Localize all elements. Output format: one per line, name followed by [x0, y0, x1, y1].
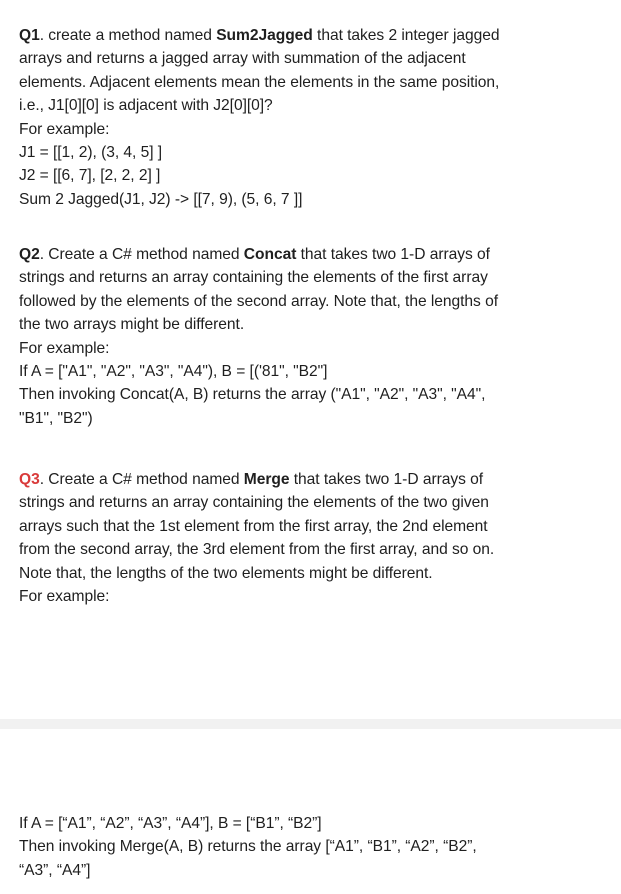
question-1-method-name: Sum2Jagged	[216, 27, 313, 44]
question-2-line: the two arrays might be different.	[19, 316, 245, 334]
question-3-after-method: that takes two 1-D arrays of	[289, 471, 484, 488]
question-3-intro: . Create a C# method named	[39, 471, 244, 488]
question-1-example-j2: J2 = [[6, 7], [2, 2, 2] ]	[19, 167, 161, 185]
question-2-example-result: Then invoking Concat(A, B) returns the array ("A1", "A2", "A3", "A4",	[19, 386, 486, 404]
question-2-intro: . Create a C# method named	[39, 246, 244, 263]
question-2-line: strings and returns an array containing the elements of the first array	[19, 269, 488, 287]
question-3-example-inputs: If A = [“A1”, “A2”, “A3”, “A4”], B = [“B1”, “B2”]	[19, 815, 322, 832]
question-1	[19, 24, 614, 211]
question-2-example-result-cont: "B1", "B2")	[19, 409, 93, 427]
question-2-example-inputs: If A = ["A1", "A2", "A3", "A4"), B = [('81", "B2"]	[19, 363, 328, 381]
question-2-example-label: For example:	[19, 339, 110, 357]
question-2-heading-line	[19, 243, 614, 266]
question-1-example-label: For example:	[19, 120, 110, 138]
question-1-example-j1: J1 = [[1, 2), (3, 4, 5] ]	[19, 144, 163, 162]
question-3-line: from the second array, the 3rd element from the first array, and so on.	[19, 541, 495, 559]
page-separator	[0, 719, 621, 729]
question-3-label: Q3	[19, 471, 40, 488]
question-1-intro: . create a method named	[39, 27, 217, 44]
question-2-line: followed by the elements of the second array. Note that, the lengths of	[19, 292, 498, 310]
question-3-continued	[19, 812, 614, 882]
question-2-method-name: Concat	[243, 246, 297, 263]
question-3-heading-line	[19, 468, 614, 491]
question-1-heading-line	[19, 24, 614, 47]
question-3-line: arrays such that the 1st element from the first array, the 2nd element	[19, 517, 488, 535]
question-3-line: Note that, the lengths of the two elements might be different.	[19, 564, 433, 582]
question-1-after-method: that takes 2 integer jagged	[312, 27, 500, 44]
question-1-line: arrays and returns a jagged array with summation of the adjacent	[19, 50, 466, 68]
question-1-line: elements. Adjacent elements mean the elements in the same position,	[19, 73, 500, 91]
question-3-method-name: Merge	[243, 471, 290, 488]
question-3	[19, 468, 614, 608]
question-1-line: i.e., J1[0][0] is adjacent with J2[0][0]?	[19, 97, 273, 115]
question-3-line: strings and returns an array containing the elements of the two given	[19, 494, 489, 512]
question-3-example-result: Then invoking Merge(A, B) returns the array [“A1”, “B1”, “A2”, “B2”,	[19, 838, 477, 856]
question-2-label: Q2	[19, 246, 40, 263]
question-1-label: Q1	[19, 27, 40, 44]
question-3-example-result-cont: “A3”, “A4”]	[19, 861, 91, 879]
question-2	[19, 243, 614, 430]
question-1-example-result: Sum 2 Jagged(J1, J2) -> [[7, 9), (5, 6, 7 ]]	[19, 190, 303, 208]
question-2-after-method: that takes two 1-D arrays of	[296, 246, 490, 263]
question-3-example-label: For example:	[19, 588, 110, 606]
